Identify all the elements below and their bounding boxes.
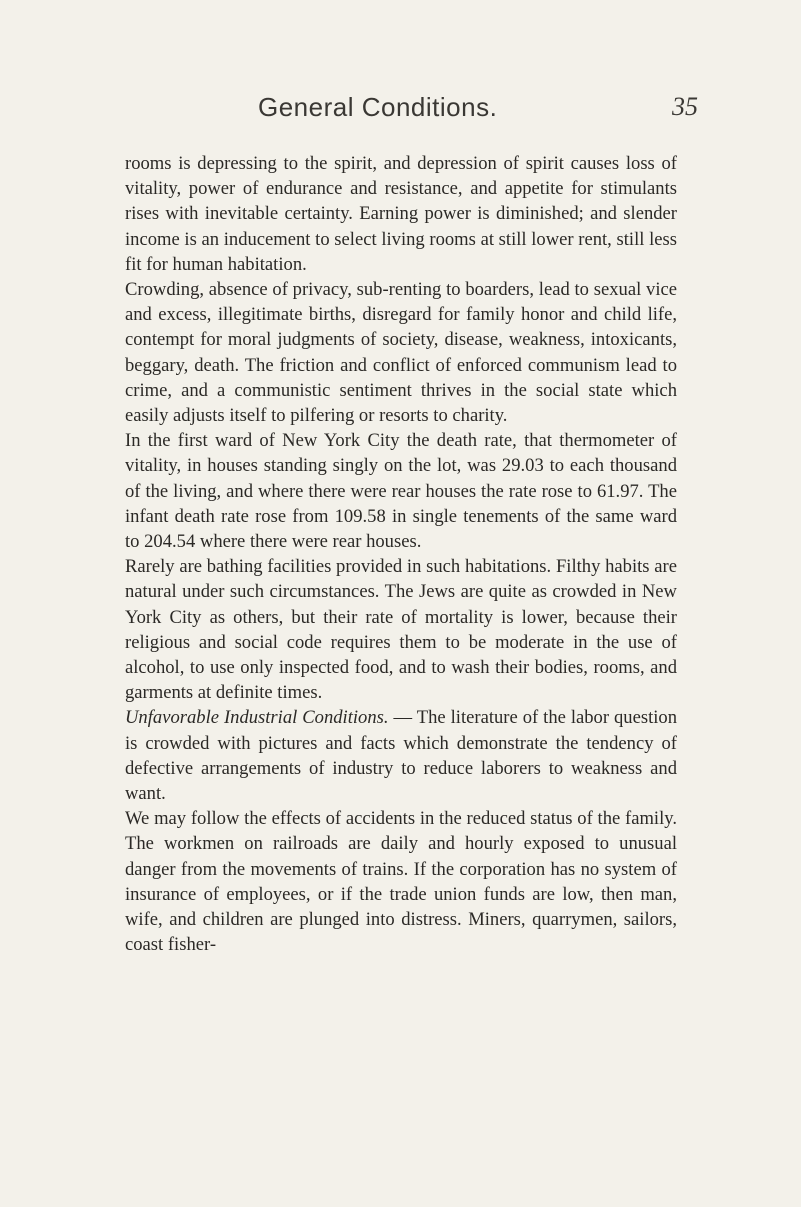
section-heading: Unfavorable Industrial Conditions.	[125, 707, 389, 729]
page-number: 35	[672, 92, 698, 121]
running-head	[0, 92, 801, 132]
paragraph: Crowding, absence of privacy, sub-renting to boarders, lead to sexual vice and excess, illegitimate births, disregard for family honor and child life, contempt for moral judgments of society, disease, weakness, intoxicants, beggary, death. The friction and conflict of enforced communism lead to crime, and a communistic sentiment thrives in the social state which easily adjusts itself to pilfering or resorts to charity.	[125, 279, 677, 427]
section-paragraph	[125, 705, 677, 806]
section-dash: —	[388, 707, 417, 729]
section-text: The literature of the labor question is crowded with pictures and facts which demonstrate the tendency of defective arrangements of industry to reduce laborers to weakness and want.	[125, 707, 678, 805]
paragraph: We may follow the effects of accidents in the reduced status of the family. The workmen on railroads are daily and hourly exposed to unusual danger from the movements of trains. If the corporation has no system of insurance of employees, or if the trade union funds are low, then man, wife, and children are plunged into distress. Miners, quarrymen, sailors, coast fisher-	[125, 808, 677, 956]
body-text	[125, 151, 677, 958]
paragraph: In the first ward of New York City the death rate, that thermometer of vitality, in houses standing singly on the lot, was 29.03 to each thousand of the living, and where there were rear houses the rate rose to 61.97. The infant death rate rose from 109.58 in single tenements of the same ward to 204.54 where there were rear houses.	[125, 430, 677, 553]
paragraph: rooms is depressing to the spirit, and depression of spirit causes loss of vitality, power of endurance and resistance, and appetite for stimulants rises with inevitable certainty. Earning power is diminished; and slender income is an inducement to select living rooms at still lower rent, still less fit for human habitation.	[125, 153, 677, 275]
paragraph: Rarely are bathing facilities provided in such habitations. Filthy habits are natural under such circumstances. The Jews are quite as crowded in New York City as others, but their rate of mortality is lower, because their religious and social code requires them to be moderate in the use of alcohol, to use only inspected food, and to wash their bodies, rooms, and garments at definite times.	[125, 556, 677, 704]
running-title: General Conditions.	[258, 92, 498, 122]
